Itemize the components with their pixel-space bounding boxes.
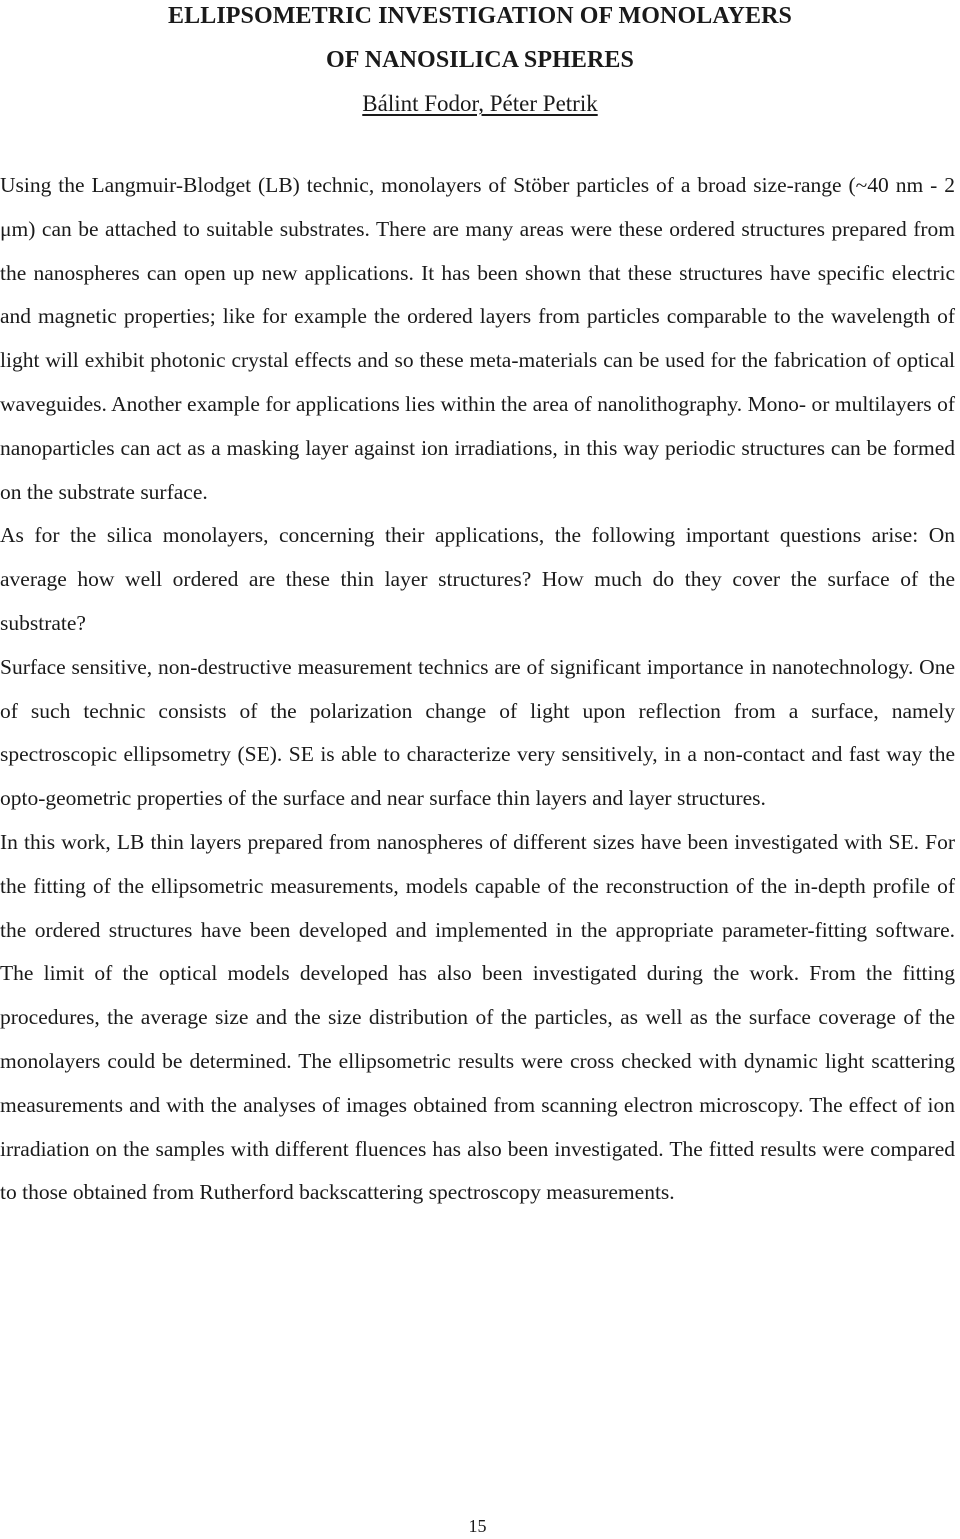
- authors: Bálint Fodor, Péter Petrik: [362, 91, 598, 116]
- title-block: [0, 0, 960, 126]
- paragraph-1: Using the Langmuir-Blodget (LB) technic, monolayers of Stöber particles of a broad size-range (~40 nm - 2 μm) can be attached to suitable substrates. There are many areas were these ordered structures prepared from the nanospheres can open up new applications. It has been shown that these structures have specific electric and magnetic properties; like for example the ordered layers from particles comparable to the wavelength of light will exhibit photonic crystal effects and so these meta-materials can be used for the fabrication of optical waveguides. Another example for applications lies within the area of nanolithography. Mono- or multilayers of nanoparticles can act as a masking layer against ion irradiations, in this way periodic structures can be formed on the substrate surface.: [0, 173, 955, 504]
- paragraph-4: In this work, LB thin layers prepared from nanospheres of different sizes have been investigated with SE. For the fitting of the ellipsometric measurements, models capable of the reconstruction of the in-depth profile of the ordered structures have been developed and implemented in the appropriate parameter-fitting software. The limit of the optical models developed has also been investigated during the work. From the fitting procedures, the average size and the size distribution of the particles, as well as the surface coverage of the monolayers could be determined. The ellipsometric results were cross checked with dynamic light scattering measurements and with the analyses of images obtained from scanning electron microscopy. The effect of ion irradiation on the samples with different fluences has also been investigated. The fitted results were compared to those obtained from Rutherford backscattering spectroscopy measurements.: [0, 829, 955, 1205]
- title-line-1: ELLIPSOMETRIC INVESTIGATION OF MONOLAYERS: [168, 3, 792, 29]
- paragraph-3: Surface sensitive, non-destructive measurement technics are of significant importance in nanotechnology. One of such technic consists of the polarization change of light upon reflection from a surface, namely spectroscopic ellipsometry (SE). SE is able to characterize very sensitively, in a non-contact and fast way the opto-geometric properties of the surface and near surface thin layers and layer structures.: [0, 654, 955, 811]
- paragraph-2: As for the silica monolayers, concerning their applications, the following important questions arise: On average how well ordered are these thin layer structures? How much do they cover the surface of the substrate?: [0, 523, 955, 635]
- title-line-2: OF NANOSILICA SPHERES: [326, 47, 634, 73]
- page-number: 15: [468, 1516, 487, 1536]
- abstract-body: [0, 164, 955, 1215]
